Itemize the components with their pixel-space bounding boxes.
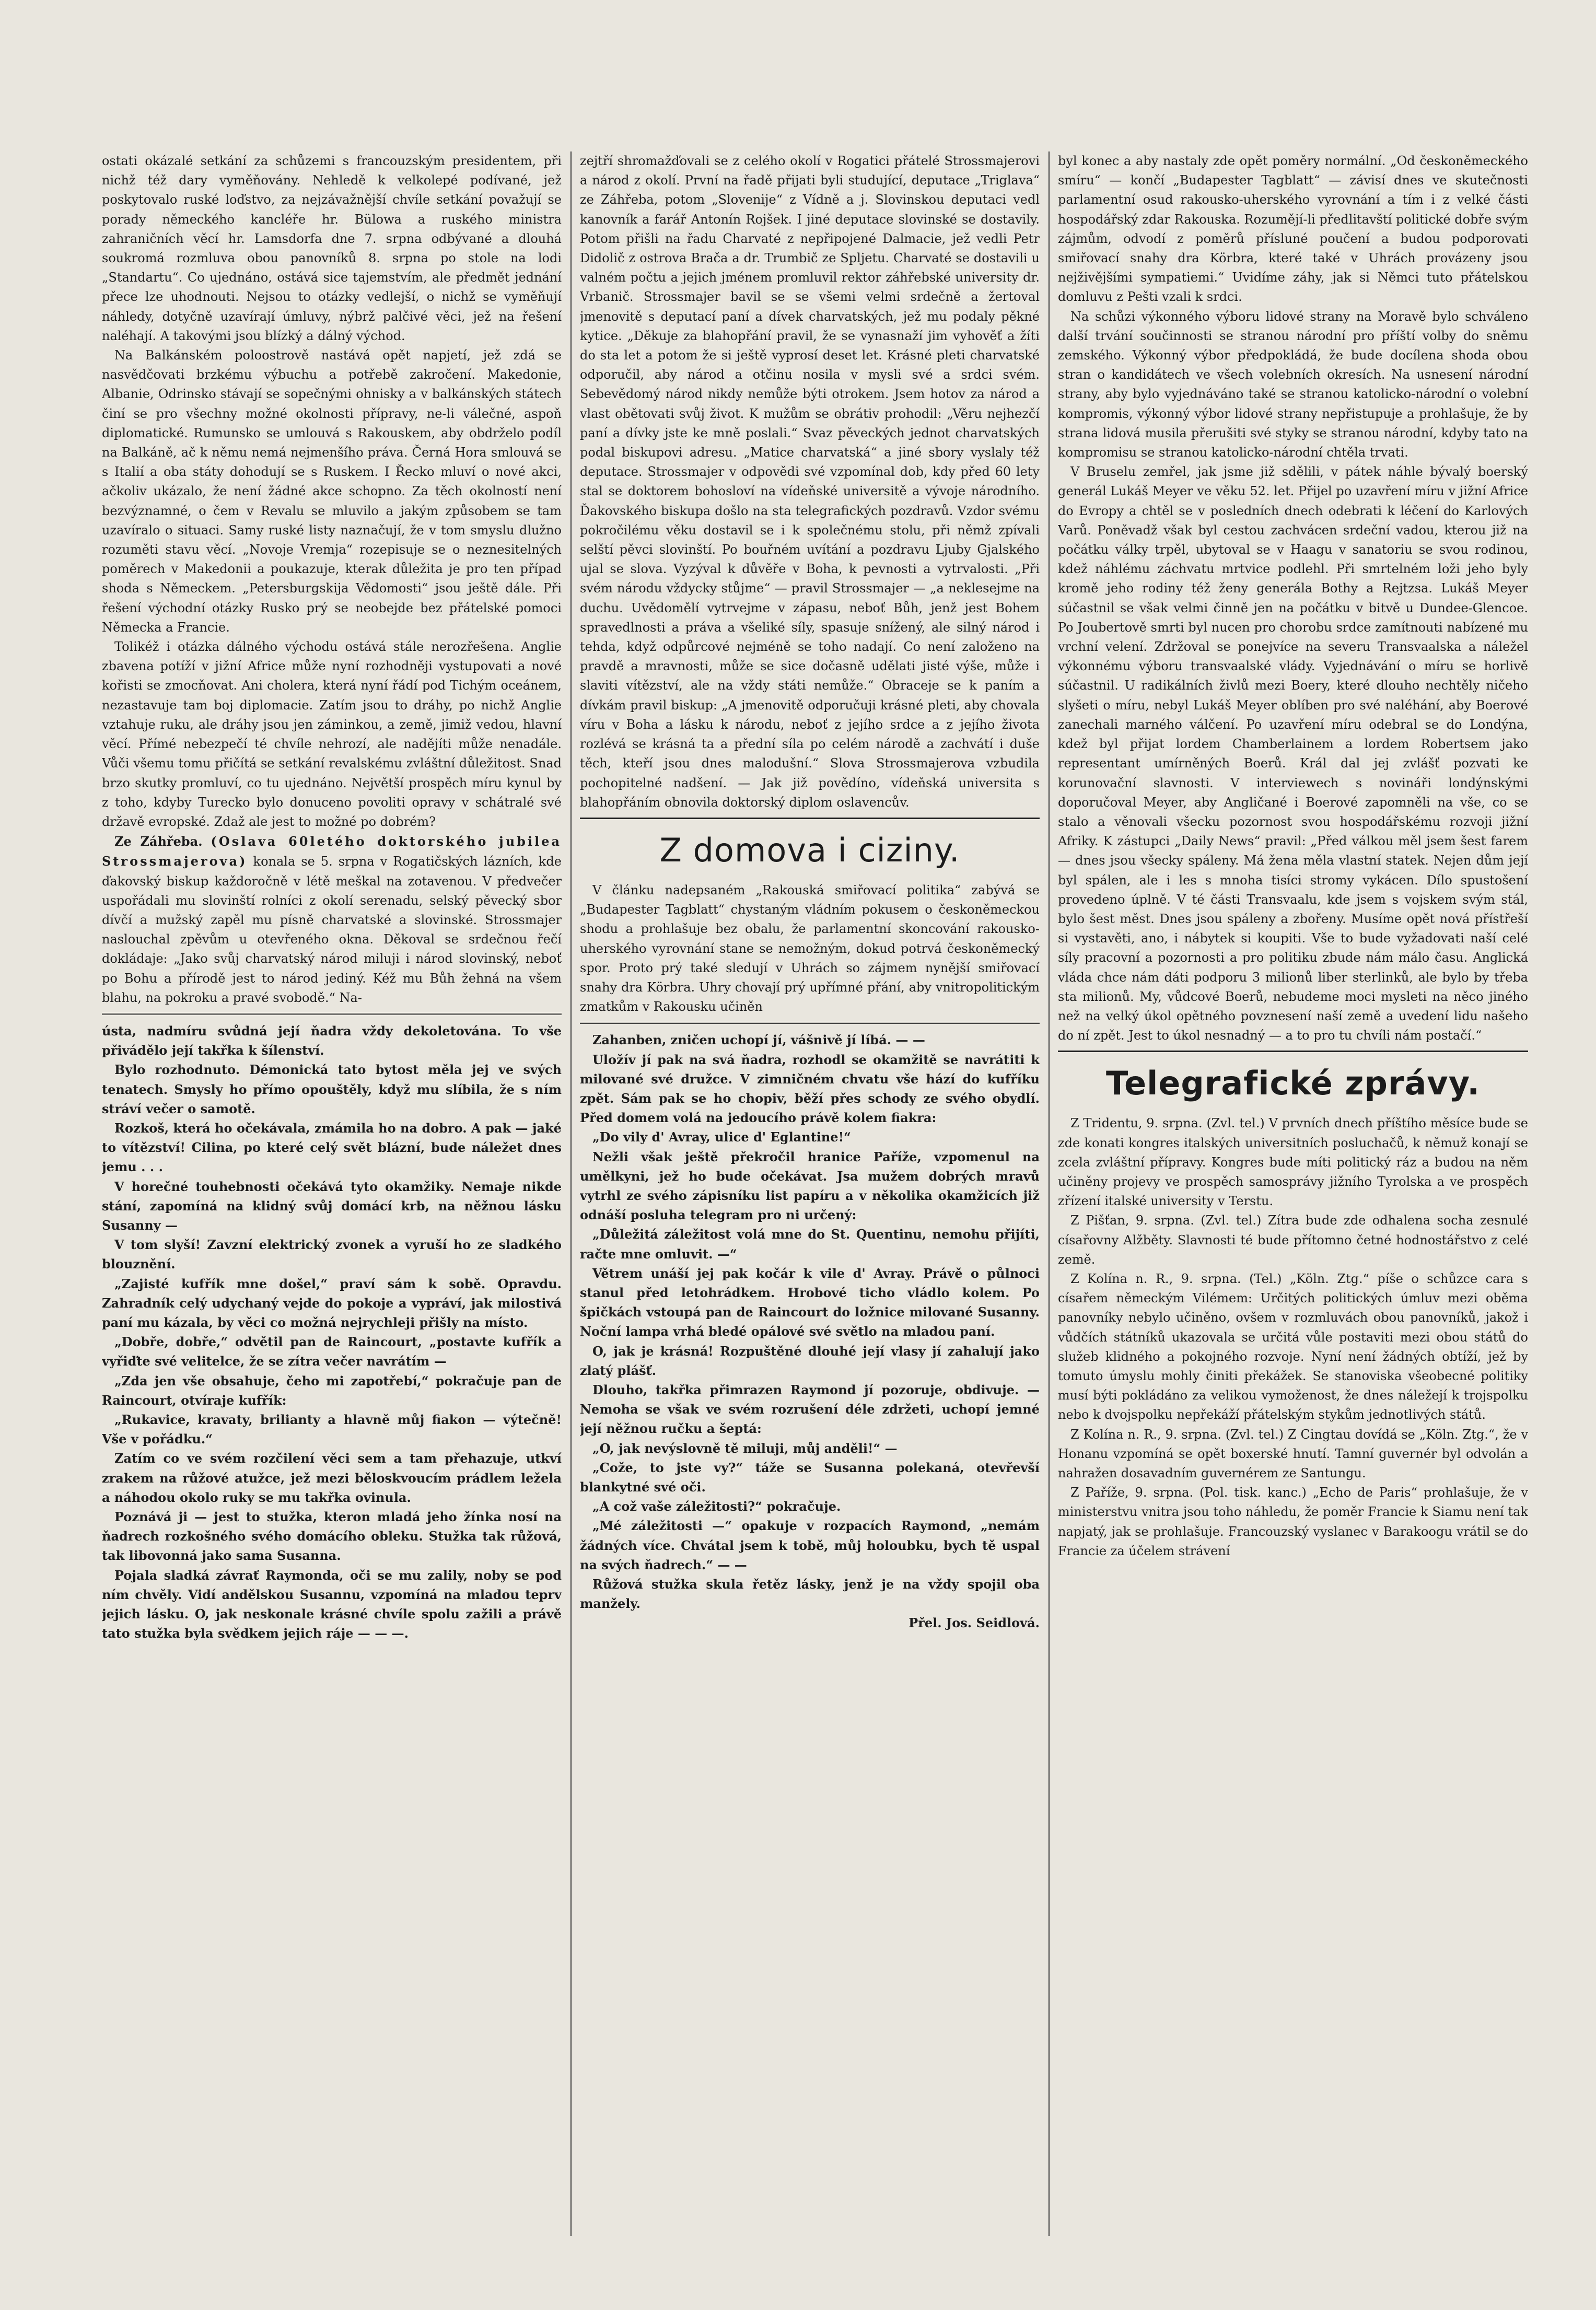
telegraph-item: Z Pišťan, 9. srpna. (Zvl. tel.) Zítra bude zde odhalena socha zesnulé císařovny Alžběty. Slavnosti té bude přítomno četné hodnostářstvo z celé země. xyxy=(1058,1213,1528,1267)
news-item-zagreb xyxy=(102,832,562,1008)
feuilleton-paragraph: „Rukavice, kravaty, brilianty a hlavně můj fiakon — výtečně! Vše v pořádku.“ xyxy=(102,1412,562,1447)
feuilleton-paragraph: Rozkoš, která ho očekávala, zmámila ho na dobro. A pak — jaké to vítězství! Cilina, po které celý svět blázní, bude náležet dnes jemu . . . xyxy=(102,1120,562,1175)
feuilleton-paragraph: V tom slyší! Zavzní elektrický zvonek a vyruší ho ze sladkého blouznění. xyxy=(102,1237,562,1272)
section-divider xyxy=(1058,1051,1528,1052)
article-paragraph: Na Balkánském poloostrově nastává opět napjetí, jež zdá se nasvědčovati brzkému výbuchu a potřebě zakročení. Makedonie, Albanie, Odrinsko stávají se sopečnými ohnisky a v balkánských státech činí se pro všechny možné okolnosti přípravy, ne-li válečné, aspoň diplomatické. Rumunsko se umlouvá s Rakouskem, aby obdrželo podíl na Balkáně, ač k němu nemá nejmenšího práva. Černá Hora smlouvá se s Italií a oba státy dohodují se s Ruskem. I Řecko mluví o nové akci, ačkoliv ukázalo, že není žádné akce schopno. Za těch okolností není bezvýznamné, o čem v Revalu se mluvilo a jakým způsobem se tam uzavíralo o situaci. Samy ruské listy naznačují, že v tom smyslu dlužno rozuměti stavu věcí. „Novoje Vremja“ rozepisuje se o neznesitelných poměrech v Makedonii a poukazuje, kterak důležita je pro ten případ shoda s Německem. „Petersburgskija Vědomosti“ jsou ještě dále. Při řešení východní otázky Rusko prý se neobejde bez přátelské pomoci Německa a Francie. xyxy=(102,348,562,635)
feuilleton-paragraph: „Zajisté kufřík mne došel,“ praví sám k sobě. Opravdu. Zahradník celý udychaný vejde do pokoje a vypráví, jak milostivá paní mu kázala, by věci co možná nejrychleji přišly na místo. xyxy=(102,1276,562,1330)
news-item-body: konala se 5. srpna v Rogatičských lázních, kde ďakovský biskup každoročně v létě meškal na zotavenou. V předvečer uspořádali mu slovinští rolníci z okolí serenadu, selský pěvecký sbor dívčí a mužský zapěl mu písně charvatské a slovinské. Strossmajer naslouchal zpěvům u otevřeného okna. Děkoval se srdečnou řečí dokládaje: „Jako svůj charvatský národ miluji i národ slovinský, neboť po Bohu a přírodě jest to národ jediný. Kéž mu Bůh žehná na všem blahu, na pokroku a pravé svobodě.“ Na- xyxy=(102,854,562,1005)
feuilleton-paragraph: O, jak je krásná! Rozpuštěné dlouhé její vlasy jí zahalují jako zlatý plášť. xyxy=(580,1343,1040,1378)
column-2 xyxy=(580,151,1040,2236)
feuilleton-paragraph: Dlouho, takřka přimrazen Raymond jí pozoruje, obdivuje. — Nemoha se však ve svém rozrušení déle zdržeti, uchopí jemné její něžnou ručku a šeptá: xyxy=(580,1382,1040,1437)
section-heading-telegraph: Telegrafické zprávy. xyxy=(1106,1064,1480,1103)
feuilleton-paragraph: Poznává ji — jest to stužka, kteron mladá jeho žínka nosí na ňadrech rozkošného svého domácího obleku. Stužka tak růžová, tak libovonná jako sama Susanna. xyxy=(102,1509,562,1564)
feuilleton-paragraph: Zahanben, zničen uchopí jí, vášnivě jí líbá. — — xyxy=(592,1032,925,1048)
feuilleton-paragraph: Uložív jí pak na svá ňadra, rozhodl se okamžitě se navrátiti k milované své družce. V zimničném chvatu vše hází do kufříku zpět. Sám pak se ho chopiv, běží přes schody ze svého obydlí. Před domem volá na jedoucího právě kolem fiakra: xyxy=(580,1052,1040,1126)
telegraph-item: Z Kolína n. R., 9. srpna. (Tel.) „Köln. Ztg.“ píše o schůzce cara s císařem německým Vilémem: Určitých politických úmluv mezi oběma panovníky nebylo učiněno, ovšem v rozmluvách obou panovníků, jakož i vůdčích státníků ukazovala se určitá vůle postaviti mezi obou států do služeb klidného a pokojného rozvoje. Nyní není žádných obtíží, jež by tomuto úmyslu mohly činiti překážek. Se stanoviska všeobecné politiky musí býti pokládáno za velikou vymoženost, že dnes náležejí k trojspolku nebo k dvojspolku nepřekáží přátelským stykům jednotlivých států. xyxy=(1058,1271,1528,1422)
column-rule xyxy=(570,151,572,2236)
feuilleton-paragraph: Větrem unáší jej pak kočár k vile d' Avray. Právě o půlnoci stanul před letohrádkem. Hrobové ticho vládlo kolem. Po špičkách vstoupá pan de Raincourt do ložnice milované Susanny. Noční lampa vrhá bledé opálové své světlo na mladou paní. xyxy=(580,1265,1040,1339)
column-3 xyxy=(1058,151,1528,2236)
feuilleton-paragraph: V horečné touhebnosti očekává tyto okamžiky. Nemaje nikde stání, zapomíná na klidný svůj domácí krb, na něžnou lásku Susanny — xyxy=(102,1179,562,1233)
section-divider xyxy=(580,818,1040,819)
column-1 xyxy=(102,151,562,2236)
feuilleton-paragraph: „Do vily d' Avray, ulice d' Eglantine!“ xyxy=(592,1129,851,1145)
feuilleton-paragraph: „Důležitá záležitost volá mne do St. Quentinu, nemohu přijíti, račte mne omluvit. —“ xyxy=(580,1227,1040,1262)
feuilleton-paragraph: „Zda jen vše obsahuje, čeho mi zapotřebí,“ pokračuje pan de Raincourt, otvíraje kufřík: xyxy=(102,1373,562,1408)
feuilleton-divider xyxy=(580,1022,1040,1024)
article-paragraph: ostati okázalé setkání za schůzemi s francouzským presidentem, při nichž též dary vyměňovány. Nehledě k velkolepé podívané, jež poskytovalo ruské loďstvo, za nejzávažnější chvíle setkání považují se porady německého kancléře hr. Bülowa a ruského ministra zahraničních věcí hr. Lamsdorfa dne 7. srpna odbývané a dlouhá soukromá rozmluva obou panovníků 8. srpna po stole na lodi „Standartu“. Co ujednáno, ostává sice tajemstvím, ale předmět jednání přece lze uhodnouti. Nejsou to otázky vedlejší, o nichž se vyměňují náhledy, dotyčně uzavírají úmluvy, nýbrž palčivé věci, jež na řešení naléhají. A takovými jsou blízký a dálný východ. xyxy=(102,154,562,343)
feuilleton-divider xyxy=(102,1013,562,1015)
feuilleton-paragraph: Nežli však ještě překročil hranice Paříže, vzpomenul na umělkyni, jež ho bude očekávat. Jsa mužem dobrých mravů vytrhl ze svého zápisníku list papíru a v několika okamžicích již odnáší posluha telegram pro ni určený: xyxy=(580,1149,1040,1223)
article-paragraph: V článku nadepsaném „Rakouská smiřovací politika“ zabývá se „Budapester Tagblatt“ chystaným vládním pokusem o českoněmeckou shodu a prohlašuje bez obalu, že parlamentní skoncování rakousko-uherského vyrovnání stane se nemožným, dokud potrvá českoněmecký spor. Proto prý také sledují v Uhrách so zájmem nynější smiřovací snahy dra Körbra. Uhry chovají prý upřímné přání, aby vnitropolitickým zmatkům v Rakousku učiněn xyxy=(580,882,1040,1014)
translator-credit: Přel. Jos. Seidlová. xyxy=(908,1615,1040,1631)
feuilleton-paragraph: „A což vaše záležitosti?“ pokračuje. xyxy=(592,1499,841,1514)
article-paragraph: V Bruselu zemřel, jak jsme již sdělili, v pátek náhle bývalý boerský generál Lukáš Meyer ve věku 52. let. Přijel po uzavření míru v jižní Africe do Evropy a chtěl se v posledních dnech odebrati k léčení do Karlových Varů. Poněvadž však byl cestou zachvácen srdeční vadou, kterou již na počátku války trpěl, ubytoval se v Haagu v sanatoriu se svou rodinou, kdež náhlému záchvatu mrtvice podlehl. Při smrtelném loži jeho byly kromě jeho rodiny též ženy generála Bothy a Rejtzsa. Lukáš Meyer súčastnil se však velmi činně jen na počátku v bitvě u Dundee-Glencoe. Po Joubertově smrti byl nucen pro chorobu srdce zamítnouti nabízené mu vrchní velení. Zdržoval se ponejvíce na severu Transvaalska a náležel výkonnému výboru transvaalské vlády. Vyjednávání o míru se horlivě súčastnil. U radikálních živlů mezi Boery, které dlouho nechtěly ničeho slyšeti o míru, nebyl Lukáš Meyer oblíben pro své naléhání, aby Boerové zanechali marného válčení. Po uzavření míru odebral se do Londýna, kdež byl přijat lordem Chamberlainem a lordem Robertsem jako representant umírněných Boerů. Král dal jej zvlášť pozvati ke korunovační slavnosti. V interviewech s novináři londýnskými doporučoval Meyer, aby Angličané i Boerové zapomněli na vše, co se stalo a věnovali všecku pozornost svou hospodářskému rozvoji jižní Afriky. K zástupci „Daily News“ pravil: „Před válkou měl jsem šest farem — dnes jsou všecky spáleny. Má žena měla vlastní statek. Nejen dům její byl spálen, ale i les s mnoha tisíci stromy vykácen. Dílo spustošení provedeno úplně. V té části Transvaalu, kde jsem s vojskem svým stál, bylo šest měst. Dnes jsou spáleny a zbořeny. Musíme opět nová přístřeší si vystavěti, ano, i nábytek si koupiti. Vše to bude vyžadovati naší celé síly pracovní a pozornosti a pro politiku zbude nám málo času. Anglická vláda chce nám dáti podporu 3 milionů liber sterlinků, ale bylo by třeba sta milionů. My, vůdcové Boerů, nebudeme moci mysleti na něco jiného než na velký úkol opětného povznesení naší země a uvedení lidu našeho do ní zpět. Jest to úkol nesnadný — a to pro tu chvíli nám postačí.“ xyxy=(1058,464,1528,1043)
news-item-label: Ze Záhřeba. xyxy=(114,834,203,849)
feuilleton-paragraph: Bylo rozhodnuto. Démonická tato bytost měla jej ve svých tenatech. Smysly ho přímo opouštěly, když mu slíbila, že s ním stráví večer o samotě. xyxy=(102,1062,562,1116)
feuilleton-paragraph: „O, jak nevýslovně tě miluji, můj anděli!“ — xyxy=(592,1440,898,1456)
newspaper-page xyxy=(102,151,1528,2236)
feuilleton-paragraph: Růžová stužka skula řetěz lásky, jenž je na vždy spojil oba manžely. xyxy=(580,1577,1040,1612)
article-paragraph: zejtří shromažďovali se z celého okolí v Rogatici přátelé Strossmajerovi a národ z okolí. První na řadě přijati byli studující, deputace „Triglava“ ze Záhřeba, potom „Slovenije“ z Vídně a j. Slovinskou deputaci vedl kanovník a farář Antonín Rojšek. I jiné deputace slovinské se dostavily. Potom přišli na řadu Charvaté z nepřipojené Dalmacie, jež vedli Petr Didolič z ostrova Brača a dr. Trumbič ze Spljetu. Charvaté se dostavili u valném počtu a jejich jménem promluvil rektor záhřebské university dr. Vrbanič. Strossmajer bavil se se všemi velmi srdečně a žertoval jmenovitě s deputací paní a dívek charvatských, jež mu podaly pěkné kytice. „Děkuje za blahopřání pravil, že se vynasnaží jim vyhověť a žíti do sta let a potom že si ještě vyprosí deset let. Krásné pleti charvatské odporučil, aby národ a otčinu nosila v mysli své a srdci svém. Sebevědomý národ nikdy nemůže býti otrokem. Jsem hotov za národ a vlast obětovati svůj život. K mužům se obrátiv prohodil: „Věru nejhezčí paní a dívky jste ke mně poslali.“ Svaz pěveckých jednot charvatských podal biskupovi adresu. „Matice charvatská“ a jiné sbory vyslaly též deputace. Strossmajer v odpovědi své vzpomínal dob, kdy před 60 lety stal se doktorem bohosloví na vídeňské universitě a vývoje národního. Ďakovského biskupa došlo na sta telegrafických pozdravů. Vzdor svému pokročilému věku dostavil se i k společnému stolu, při němž zpívali selští pěvci slovinští. Po bouřném uvítání a pozdravu Ljuby Gjalského ujal se slova. Vyzýval k důvěře v Boha, k pevnosti a vytrvalosti. „Při svém národu vždycky stůjme“ — pravil Strossmajer — „a neklesejme na duchu. Uvědomělí vytrvejme v zápasu, neboť Bůh, jenž jest Bohem spravedlnosti a práva a všeliké síly, spasuje snížený, ale silný národ i tehda, když odpůrcové nejméně se toho nadají. Co není založeno na pravdě a mravnosti, může se sice dočasně udělati jisté výše, může i slaviti vítězství, ale na vždy státi nemůže.“ Obraceje se k paním a dívkám pravil biskup: „A jmenovitě odporučuji krásné pleti, aby chovala víru v Boha a lásku k národu, neboť z jejího srdce a z jejího života rozlévá se krásná ta a přední síla po celém národě a zachvátí i duše těch, kteří jsou dnes malodušní.“ Slova Strossmajerova vzbudila pochopitelné nadšení. — Jak již povědíno, vídeňská universita s blahopřáním obnovila doktorský diplom oslavencův. xyxy=(580,154,1040,810)
feuilleton-paragraph: „Mé záležitosti —“ opakuje v rozpacích Raymond, „nemám žádných více. Chvátal jsem k tobě, můj holoubku, bych tě uspal na svých ňadrech.“ — — xyxy=(580,1518,1040,1572)
telegraph-item: Z Tridentu, 9. srpna. (Zvl. tel.) V prvních dnech příštího měsíce bude se zde konati kongres italských universitních posluchačů, k němuž konají se zcela zvláštní přípravy. Kongres bude míti politický ráz a budou na něm učiněny projevy ve prospěch samosprávy jižního Tyrolska a ve prospěch zřízení italské university v Terstu. xyxy=(1058,1116,1528,1209)
feuilleton-paragraph: „Cože, to jste vy?“ táže se Susanna polekaná, otevřevší blankytné své oči. xyxy=(580,1460,1040,1495)
feuilleton-paragraph: „Dobře, dobře,“ odvětil pan de Raincourt, „postavte kufřík a vyřiďte své velitelce, že se zítra večer navrátím — xyxy=(102,1334,562,1369)
news-item-title: (Oslava 60letého doktorského jubilea Strossmajerova) xyxy=(102,834,562,869)
article-paragraph: byl konec a aby nastaly zde opět poměry normální. „Od českoněmeckého smíru“ — končí „Budapester Tagblatt“ — závisí dnes ve skutečnosti parlamentní osud rakousko-uherského vyrovnání a tím i z velké části hospodářský zdar Rakouska. Rozumějí-li předlitavští politické dobře svým zájmům, odvodí z poměrů přísluné poučení a budou podporovati smiřovací snahy dra Körbra, které také v Uhrách provázeny jsou nejživějšími sympatiemi.“ Uvidíme záhy, jak si Němci tuto přátelskou domluvu z Pešti vzali k srdci. xyxy=(1058,154,1528,305)
telegraph-item: Z Kolína n. R., 9. srpna. (Zvl. tel.) Z Cingtau dovídá se „Köln. Ztg.“, že v Honanu vzpomíná se opět boxerské hnutí. Tamní guvernér byl odvolán a nahražen dosavadním guvernérem ze Santungu. xyxy=(1058,1427,1528,1480)
article-paragraph: Tolikéž i otázka dálného východu ostává stále nerozřešena. Anglie zbavena potíží v jižní Africe může nyní rozhodněji vystupovati a nové kořisti se zmocňovat. Ani cholera, která nyní řádí pod Tichým oceánem, nezastavuje tam boj diplomacie. Zatím jsou to dráhy, po nichž Anglie vztahuje ruku, ale dráhy jsou jen záminkou, a země, jimiž vedou, hlavní věcí. Přímé nebezpečí té chvíle nehrozí, ale nadějíti může nenadále. Vůči všemu tomu přičítá se setkání revalskému zvláštní důležitost. Snad brzo skutky promluví, co tu ujednáno. Největší prospěch míru kynul by z toho, kdyby Turecko bylo donuceno povoliti opravy v schátralé své državě evropské. Zdaž ale jest to možné po dobrém? xyxy=(102,639,562,829)
section-heading-domestic-foreign: Z domova i ciziny. xyxy=(659,831,960,869)
telegraph-item: Z Paříže, 9. srpna. (Pol. tisk. kanc.) „Echo de Paris“ prohlašuje, že v ministerstvu vnitra jsou toho náhledu, že poměr Francie k Siamu není tak napjatý, jak se prohlašuje. Francouzský vyslanec v Barakoogu vrátil se do Francie za účelem strávení xyxy=(1058,1485,1528,1558)
feuilleton-paragraph: Pojala sladká závrať Raymonda, oči se mu zalily, noby se pod ním chvěly. Vidí andělskou Susannu, vzpomíná na mladou teprv jejich lásku. O, jak neskonale krásné chvíle spolu zažili a právě tato stužka byla svědkem jejich ráje — — —. xyxy=(102,1567,562,1641)
article-paragraph: Na schůzi výkonného výboru lidové strany na Moravě bylo schváleno další trvání součinnosti se stranou národní pro příští volby do sněmu zemského. Výkonný výbor předpokládá, že bude docílena shoda obou stran o kandidátech ve všech volebních okresích. Na usnesení národní strany, aby bylo vyjednáváno také se stranou katolicko-národní o volební kompromis, výkonný výbor lidové strany nepřistupuje a prohlašuje, že by strana lidová musila přerušiti své styky se stranou národní, kdyby tato na kompromisu se stranou katolicko-národní chtěla trvati. xyxy=(1058,309,1528,460)
feuilleton-paragraph: Zatím co ve svém rozčilení věci sem a tam přehazuje, utkví zrakem na růžové atužce, jež mezi běloskvoucím prádlem ležela a náhodou okolo ruky se mu takřka ovinula. xyxy=(102,1451,562,1505)
column-rule xyxy=(1049,151,1050,2236)
feuilleton-paragraph: ústa, nadmíru svůdná její ňadra vždy dekoletována. To vše přivádělo její takřka k šílenství. xyxy=(102,1023,562,1058)
